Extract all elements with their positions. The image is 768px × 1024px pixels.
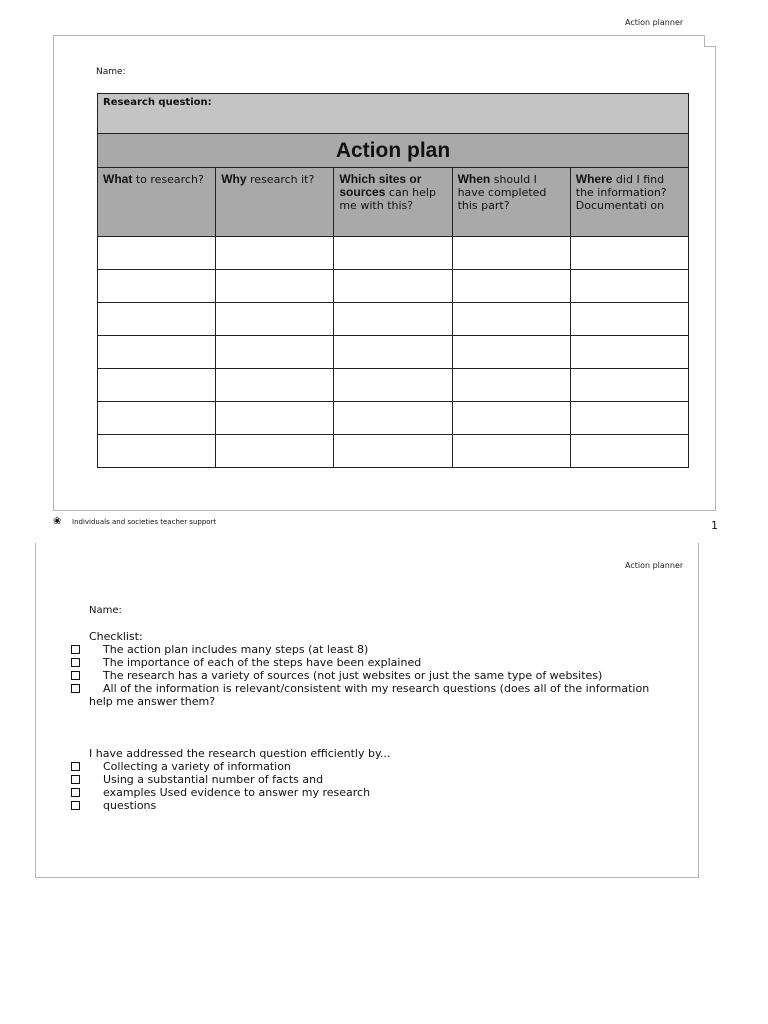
table-cell[interactable] (452, 369, 570, 402)
addressed-item: Using a substantial number of facts and (103, 773, 324, 786)
page2-header: Action planner (625, 561, 684, 570)
action-plan-table (97, 93, 689, 468)
table-cell[interactable] (216, 369, 334, 402)
checklist-item: The importance of each of the steps have been explained (103, 656, 422, 669)
page-1 (53, 35, 716, 511)
table-cell[interactable] (98, 369, 216, 402)
table-row (98, 336, 689, 369)
table-row (98, 369, 689, 402)
table-cell[interactable] (334, 237, 452, 270)
checklist-checkbox[interactable] (71, 671, 80, 680)
table-cell[interactable] (98, 402, 216, 435)
page-fold-corner (704, 35, 716, 47)
table-cell[interactable] (98, 303, 216, 336)
page1-header: Action planner (625, 18, 684, 27)
footer-text: Individuals and societies teacher support (72, 518, 217, 526)
table-cell[interactable] (452, 402, 570, 435)
action-plan-title: Action plan (98, 134, 689, 168)
table-cell[interactable] (98, 270, 216, 303)
table-cell[interactable] (570, 270, 688, 303)
checklist-item: All of the information is relevant/consistent with my research questions (does all of the information (103, 682, 650, 695)
checklist-checkbox[interactable] (71, 645, 80, 654)
table-cell[interactable] (334, 402, 452, 435)
table-cell[interactable] (216, 435, 334, 468)
table-cell[interactable] (570, 369, 688, 402)
table-cell[interactable] (570, 336, 688, 369)
table-cell[interactable] (570, 402, 688, 435)
addressed-item: questions (103, 799, 157, 812)
column-header-row (98, 168, 689, 237)
name-label: Name: (96, 67, 126, 77)
column-header-where: Where did I find the information? Documentati on (570, 168, 688, 237)
table-cell[interactable] (334, 336, 452, 369)
checklist-label: Checklist: (89, 630, 143, 643)
checklist-item: The research has a variety of sources (not just websites or just the same type of websites) (103, 669, 603, 682)
footer-logo-icon: ❀ (53, 516, 62, 527)
research-question-cell[interactable] (98, 94, 689, 134)
table-row (98, 402, 689, 435)
table-cell[interactable] (98, 336, 216, 369)
table-cell[interactable] (452, 270, 570, 303)
addressed-item: examples Used evidence to answer my research (103, 786, 371, 799)
table-cell[interactable] (334, 369, 452, 402)
checklist-continuation: help me answer them? (89, 695, 216, 708)
page-number: 1 (711, 519, 718, 532)
table-cell[interactable] (570, 303, 688, 336)
table-cell[interactable] (452, 435, 570, 468)
table-cell[interactable] (216, 402, 334, 435)
table-cell[interactable] (452, 336, 570, 369)
table-cell[interactable] (216, 237, 334, 270)
addressed-label: I have addressed the research question efficiently by... (89, 747, 391, 760)
checklist-checkbox[interactable] (71, 684, 80, 693)
table-cell[interactable] (452, 237, 570, 270)
column-header-why: Why research it? (216, 168, 334, 237)
research-question-label: Research question: (103, 97, 212, 108)
table-row (98, 237, 689, 270)
page-2 (35, 543, 699, 878)
addressed-checkbox[interactable] (71, 762, 80, 771)
column-header-sources: Which sites or sources can help me with this? (334, 168, 452, 237)
addressed-checkbox[interactable] (71, 788, 80, 797)
addressed-checkbox[interactable] (71, 801, 80, 810)
table-cell[interactable] (216, 270, 334, 303)
addressed-checkbox[interactable] (71, 775, 80, 784)
addressed-item: Collecting a variety of information (103, 760, 291, 773)
page2-name-label: Name: (89, 605, 122, 616)
column-header-what: What to research? (98, 168, 216, 237)
table-cell[interactable] (570, 435, 688, 468)
table-cell[interactable] (98, 435, 216, 468)
table-cell[interactable] (334, 270, 452, 303)
table-cell[interactable] (98, 237, 216, 270)
table-cell[interactable] (216, 303, 334, 336)
table-cell[interactable] (334, 303, 452, 336)
table-row (98, 303, 689, 336)
table-cell[interactable] (452, 303, 570, 336)
table-cell[interactable] (216, 336, 334, 369)
table-row (98, 435, 689, 468)
table-cell[interactable] (570, 237, 688, 270)
checklist-checkbox[interactable] (71, 658, 80, 667)
column-header-when: When should I have completed this part? (452, 168, 570, 237)
table-row (98, 270, 689, 303)
checklist-item: The action plan includes many steps (at least 8) (103, 643, 369, 656)
table-cell[interactable] (334, 435, 452, 468)
